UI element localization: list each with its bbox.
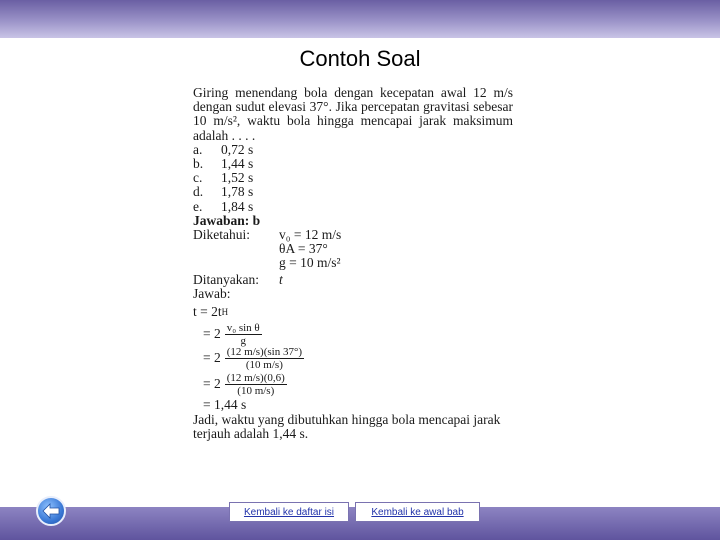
top-banner <box>0 0 720 38</box>
option-e: e. 1,84 s <box>193 198 254 214</box>
known-label: Diketahui: <box>193 227 250 243</box>
asked-label: Ditanyakan: <box>193 271 259 287</box>
asked-value: t <box>279 271 283 287</box>
step-1: t = 2t H <box>193 303 229 319</box>
option-d: d. 1,78 s <box>193 184 254 200</box>
problem-content <box>193 86 513 441</box>
option-c: c. 1,52 s <box>193 170 254 186</box>
question-text: Giring menendang bola dengan kecepatan awal 12 m/s dengan sudut elevasi 37°. Jika percepatan gravitasi sebesar 10 m/s², waktu bola hingga mencapai jarak maksimum adalah . . . . <box>193 85 513 143</box>
step-4: = 2 $\frac{(12 m/s)(0,6)}{(10 m/s)}$ <box>203 371 285 397</box>
chapter-start-link-button[interactable]: Kembali ke awal bab <box>355 502 480 522</box>
known-block <box>193 228 513 271</box>
known-v0: v₀ = 12 m/s <box>279 227 342 243</box>
answer-label: Jawaban: b <box>193 212 261 228</box>
arrow-left-icon <box>42 503 60 519</box>
step-5: = 1,44 s <box>203 396 247 412</box>
option-a: a. 0,72 s <box>193 141 254 157</box>
slide-title: Contoh Soal <box>299 46 421 71</box>
step-3: = 2 $\frac{(12 m/s)(\sin 37^\circ)}{(10 m/s)}$ <box>203 345 303 371</box>
conclusion-text: Jadi, waktu yang dibutuhkan hingga bola mencapai jarak terjauh adalah 1,44 s. <box>193 412 501 442</box>
back-button[interactable] <box>36 496 66 526</box>
asked-block <box>193 273 513 287</box>
toc-link-button[interactable]: Kembali ke daftar isi <box>229 502 349 522</box>
known-g: g = 10 m/s² <box>279 255 341 271</box>
solution-label: Jawab: <box>193 285 231 301</box>
step-2: = 2 $\frac{\text{v₀ sin θ}}{g}$ <box>203 321 260 347</box>
option-b: b. 1,44 s <box>193 156 254 172</box>
known-theta: θA = 37° <box>279 241 328 257</box>
